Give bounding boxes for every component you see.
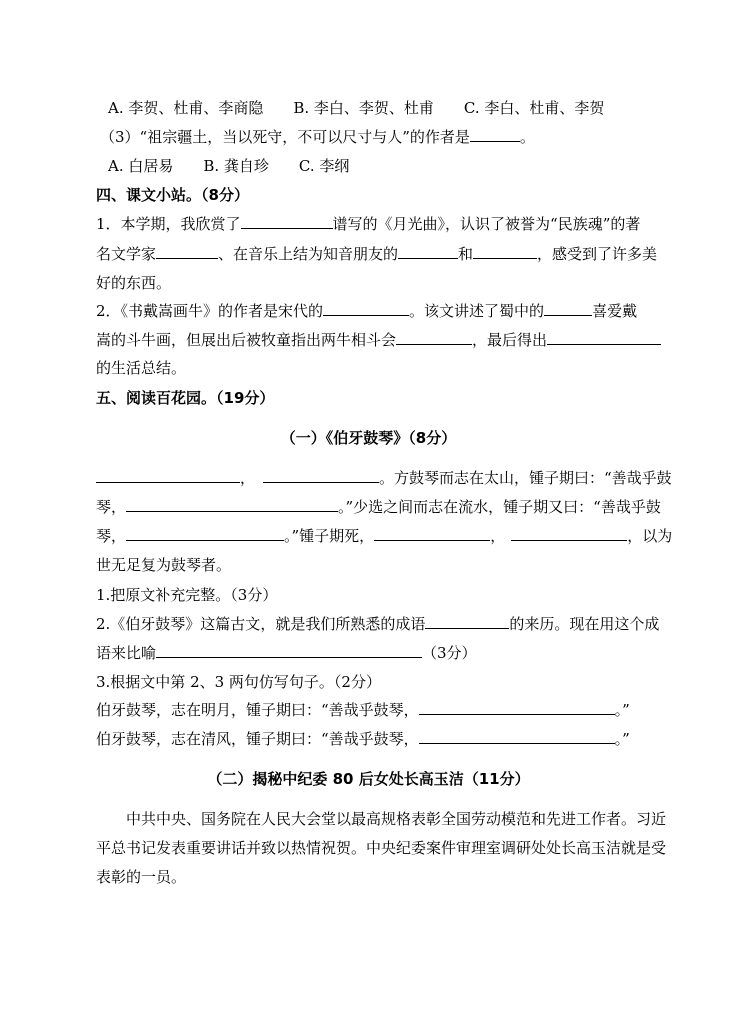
answer-blank[interactable] xyxy=(263,466,379,483)
section-4-title: 四、课文小站。（8分） xyxy=(96,186,249,204)
article-paragraph-line-2: 平总书记发表重要讲话并致以热情祝贺。中央纪委案件审理室调研处处长高玉洁就是受 xyxy=(96,839,667,857)
subsection-2-title: （二）揭秘中纪委 80 后女处长高玉洁（11分） xyxy=(207,770,530,788)
question-text: （3）“祖宗疆土，当以死守，不可以尺寸与人”的作者是 xyxy=(100,128,470,146)
sub-question-2-line2: 语来比喻 （3分） xyxy=(96,640,477,666)
answer-blank[interactable] xyxy=(419,698,615,715)
answer-blank[interactable] xyxy=(398,242,458,259)
answer-blank[interactable] xyxy=(473,242,537,259)
passage-line-2: 琴， 。”少选之间而志在流水，锺子期又曰：“善哉乎鼓 xyxy=(96,494,661,520)
sub-question-3: 3.根据文中第 2、3 两句仿写句子。（2分） xyxy=(96,673,381,691)
answer-blank[interactable] xyxy=(547,328,661,345)
choices-row-2 xyxy=(108,95,604,121)
question-3: （3）“祖宗疆土，当以死守，不可以尺寸与人”的作者是 。 xyxy=(100,124,535,150)
s4-q1-line1: 1．本学期，我欣赏了 谱写的《月光曲》，认识了被誉为“民族魂”的著 xyxy=(96,211,640,237)
imitation-line-1: 伯牙鼓琴，志在明月，锺子期曰：“善哉乎鼓琴， 。” xyxy=(96,697,630,723)
answer-blank[interactable] xyxy=(156,641,422,658)
answer-blank[interactable] xyxy=(241,212,333,229)
answer-blank[interactable] xyxy=(323,299,409,316)
answer-blank[interactable] xyxy=(419,727,615,744)
s4-q1-line2: 名文学家 、在音乐上结为知音朋友的 和 ，感受到了许多美 xyxy=(96,241,657,267)
answer-blank[interactable] xyxy=(396,328,472,345)
s4-q1-line3: 好的东西。 xyxy=(96,274,172,292)
question-3-choices xyxy=(108,153,349,179)
passage-line-4: 世无足复为鼓琴者。 xyxy=(96,556,232,574)
answer-blank[interactable] xyxy=(425,612,509,629)
answer-blank[interactable] xyxy=(156,242,218,259)
choices-text: A. 白居易 B. 龚自珍 C. 李纲 xyxy=(108,157,350,175)
s4-q2-line1: 2．《书戴嵩画牛》的作者是宋代的 。该文讲述了蜀中的 喜爱戴 xyxy=(96,298,637,324)
passage-line-1: ， 。方鼓琴而志在太山，锺子期曰：“善哉乎鼓 xyxy=(96,465,672,491)
sub-question-2-line1: 2.《伯牙鼓琴》这篇古文，就是我们所熟悉的成语 的来历。现在用这个成 xyxy=(96,611,659,637)
section-5-title: 五、阅读百花园。（19分） xyxy=(96,389,275,407)
subsection-1-title: （一）《伯牙鼓琴》（8分） xyxy=(280,429,457,447)
answer-blank[interactable] xyxy=(96,466,240,483)
answer-blank[interactable] xyxy=(126,495,338,512)
s4-q2-line2: 嵩的斗牛画，但展出后被牧童指出两牛相斗会 ，最后得出 xyxy=(96,327,661,353)
answer-blank[interactable] xyxy=(544,299,592,316)
s4-q2-line3: 的生活总结。 xyxy=(96,359,187,377)
article-paragraph-line-1: 中共中央、国务院在人民大会堂以最高规格表彰全国劳动模范和先进工作者。习近 xyxy=(126,810,667,828)
choices-text: A. 李贺、杜甫、李商隐 B. 李白、李贺、杜甫 C. 李白、杜甫、李贺 xyxy=(108,99,605,117)
article-paragraph-line-3: 表彰的一员。 xyxy=(96,868,187,886)
answer-blank[interactable] xyxy=(470,125,520,142)
imitation-line-2: 伯牙鼓琴，志在清风，锺子期曰：“善哉乎鼓琴， 。” xyxy=(96,726,630,752)
passage-line-3: 琴， 。”锺子期死， ， ，以为 xyxy=(96,523,672,549)
sub-question-1: 1.把原文补充完整。（3分） xyxy=(96,586,278,604)
answer-blank[interactable] xyxy=(374,524,490,541)
answer-blank[interactable] xyxy=(511,524,627,541)
answer-blank[interactable] xyxy=(126,524,284,541)
